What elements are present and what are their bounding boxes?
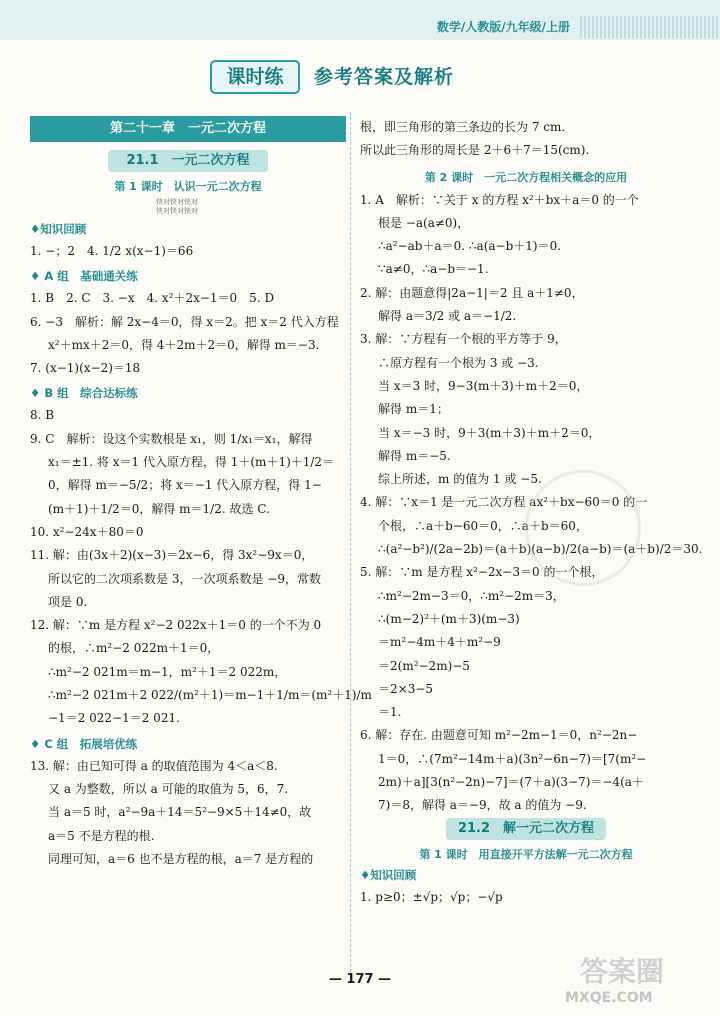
answer-line: ∴a²−ab＋a＝0. ∴a(a−b＋1)＝0. (378, 239, 562, 254)
answer-line: ＝1. (378, 705, 402, 720)
answer-line: 7)＝8，解得 a＝−9，故 a 的值为 −9. (378, 798, 587, 813)
answer-line: 10. x²−24x＋80＝0 (30, 524, 144, 539)
watermark-url: MXQE.COM (565, 990, 653, 1006)
answer-line: 2. 解：由题意得|2a−1|＝2 且 a＋1≠0， (360, 285, 584, 300)
answer-line: 0，解得 m＝−5/2；将 x＝−1 代入原方程，得 1− (48, 478, 322, 493)
answer-line: ∴(a²−b²)/(2a−2b)＝(a＋b)(a−b)/2(a−b)＝(a＋b)/2＝30. (378, 542, 703, 557)
chapter-banner: 第二十一章 一元二次方程 (30, 116, 346, 142)
answer-line: 解得 m＝−5. (378, 448, 451, 463)
answer-line: 所以此三角形的周长是 2＋6＋7＝15(cm). (360, 143, 590, 158)
answer-line: ∴m²−2m−3＝0，∴m²−2m＝3， (378, 588, 565, 603)
answer-line: 根是 −a(a≠0)， (378, 215, 470, 230)
lesson-heading: 第 1 课时 认识一元二次方程 (114, 180, 262, 193)
answer-line: −1＝2 022−1＝2 021. (48, 711, 180, 726)
answer-line: (m＋1)＋1/2＝0，解得 m＝1/2. 故选 C. (48, 501, 270, 516)
answer-line: 12. 解：∵m 是方程 x²−2 022x＋1＝0 的一个不为 0 (30, 618, 322, 633)
answer-line: ∴m²−2 021m＋2 022/(m²＋1)＝m−1＋1/m＝(m²＋1)/m (48, 688, 372, 703)
answer-line: 解得 m＝1； (378, 402, 449, 417)
answer-line: 当 a＝5 时，a²−9a＋14＝5²−9×5＋14≠0，故 (48, 805, 312, 820)
handwritten-note: 快对快对快对 (156, 198, 198, 206)
answer-line: 11. 解：由(3x＋2)(x−3)＝2x−6，得 3x²−9x＝0， (30, 548, 314, 563)
answer-line: 项是 0. (48, 594, 88, 609)
answer-line: a＝5 不是方程的根. (48, 828, 155, 843)
answer-line: 6. 解：存在. 由题意可知 m²−2m−1＝0，n²−2n− (360, 728, 638, 743)
answer-line: 1. −；2 4. 1/2 x(x−1)＝66 (30, 244, 194, 258)
answer-line: 9. C 解析：设这个实数根是 x₁，则 1/x₁＝x₁，解得 (30, 431, 313, 446)
page-number: — 177 — (328, 972, 392, 987)
handwritten-note: 快对快对快对 (156, 207, 198, 215)
group-heading: ♦知识回顾 (360, 867, 417, 882)
watermark-logo: 答案圈 (580, 955, 665, 988)
column-divider (350, 112, 352, 972)
section-banner: 21.1 一元二次方程 (108, 150, 268, 172)
answer-line: ＝2(m²−2m)−5 (378, 658, 470, 673)
answer-line: 4. 解：∵x＝1 是一元二次方程 ax²＋bx−60＝0 的一 (360, 495, 648, 510)
answer-line: ∴(m−2)²＋(m＋3)(m−3) (378, 611, 520, 626)
answer-line: 1. p≥0；±√p；√p；−√p (360, 889, 503, 904)
answer-line: 当 x＝3 时，9−3(m＋3)＋m＋2＝0， (378, 378, 589, 393)
answer-line: ＝m²−4m＋4＋m²−9 (378, 635, 501, 650)
answer-line: 6. −3 解析：解 2x−4＝0，得 x＝2。把 x＝2 代入方程 (30, 314, 339, 329)
page-header (0, 56, 720, 100)
background-stamp (525, 470, 641, 586)
answer-line: 8. B (30, 408, 55, 423)
answer-line: 13. 解：由已知可得 a 的取值范围为 4＜a＜8. (30, 758, 278, 773)
answer-line: ＝2×3−5 (378, 681, 434, 696)
answer-line: 综上所述，m 的值为 1 或 −5. (378, 472, 542, 487)
answer-line: 同理可知，a＝6 也不是方程的根，a＝7 是方程的 (48, 851, 314, 866)
answer-line: 又 a 为整数，所以 a 可能的取值为 5，6，7. (48, 781, 289, 796)
group-heading: ♦ A 组 基础通关练 (30, 269, 138, 284)
top-band (0, 0, 720, 40)
answer-line: 个根，∴a＋b−60＝0，∴a＋b＝60， (378, 518, 588, 533)
group-heading: ♦ C 组 拓展培优练 (30, 736, 138, 751)
section-banner: 21.2 解一元二次方程 (446, 818, 606, 840)
answer-line: 1. B 2. C 3. −x 4. x²＋2x−1＝0 5. D (30, 291, 275, 306)
answer-line: 当 x＝−3 时，9＋3(m＋3)＋m＋2＝0， (378, 425, 601, 440)
answer-line: 1＝0，∴(7m²−14m＋a)(3n²−6n−7)＝[7(m²− (378, 751, 647, 766)
group-heading: ♦ B 组 综合达标练 (30, 386, 138, 401)
answer-line: x₁＝±1. 将 x＝1 代入原方程，得 1＋(m＋1)＋1/2＝ (48, 455, 335, 470)
answer-line: x²＋mx＋2＝0，得 4＋2m＋2＝0，解得 m＝−3. (48, 337, 320, 352)
answer-line: ∴m²−2 021m＝m−1，m²＋1＝2 022m， (48, 664, 287, 679)
left-column (30, 116, 372, 871)
page-title: 参考答案及解析 (314, 66, 455, 88)
answer-line: 的根，∴m²−2 022m＋1＝0， (48, 641, 220, 656)
answer-line: 1. A 解析：∵关于 x 的方程 x²＋bx＋a＝0 的一个 (360, 192, 639, 207)
lesson-heading: 第 2 课时 一元二次方程相关概念的应用 (424, 170, 628, 184)
decorative-stripes (580, 16, 720, 38)
header-box-label: 课时练 (210, 60, 300, 94)
answer-line: ∴原方程有一个根为 3 或 −3. (378, 355, 539, 370)
group-heading: ♦知识回顾 (30, 222, 87, 236)
answer-line: ∵a≠0，∴a−b＝−1. (378, 262, 489, 277)
answer-line: 根，即三角形的第三条边的长为 7 cm. (360, 120, 566, 134)
answer-line: 7. (x−1)(x−2)＝18 (30, 361, 141, 376)
answer-line: 所以它的二次项系数是 3，一次项系数是 −9，常数 (48, 571, 321, 586)
series-tag: 数学/人教版/九年级/上册 (436, 20, 570, 34)
answer-line: 3. 解：∵方程有一个根的平方等于 9， (360, 332, 567, 347)
answer-line: 5. 解：∵m 是方程 x²−2x−3＝0 的一个根， (360, 565, 604, 580)
answer-line: 解得 a＝3/2 或 a＝−1/2. (378, 309, 517, 324)
answer-line: 2m)＋a][3(n²−2n)−7]＝(7＋a)(3−7)＝−4(a＋ (378, 775, 644, 790)
lesson-heading: 第 1 课时 用直接开平方法解一元二次方程 (419, 847, 633, 861)
